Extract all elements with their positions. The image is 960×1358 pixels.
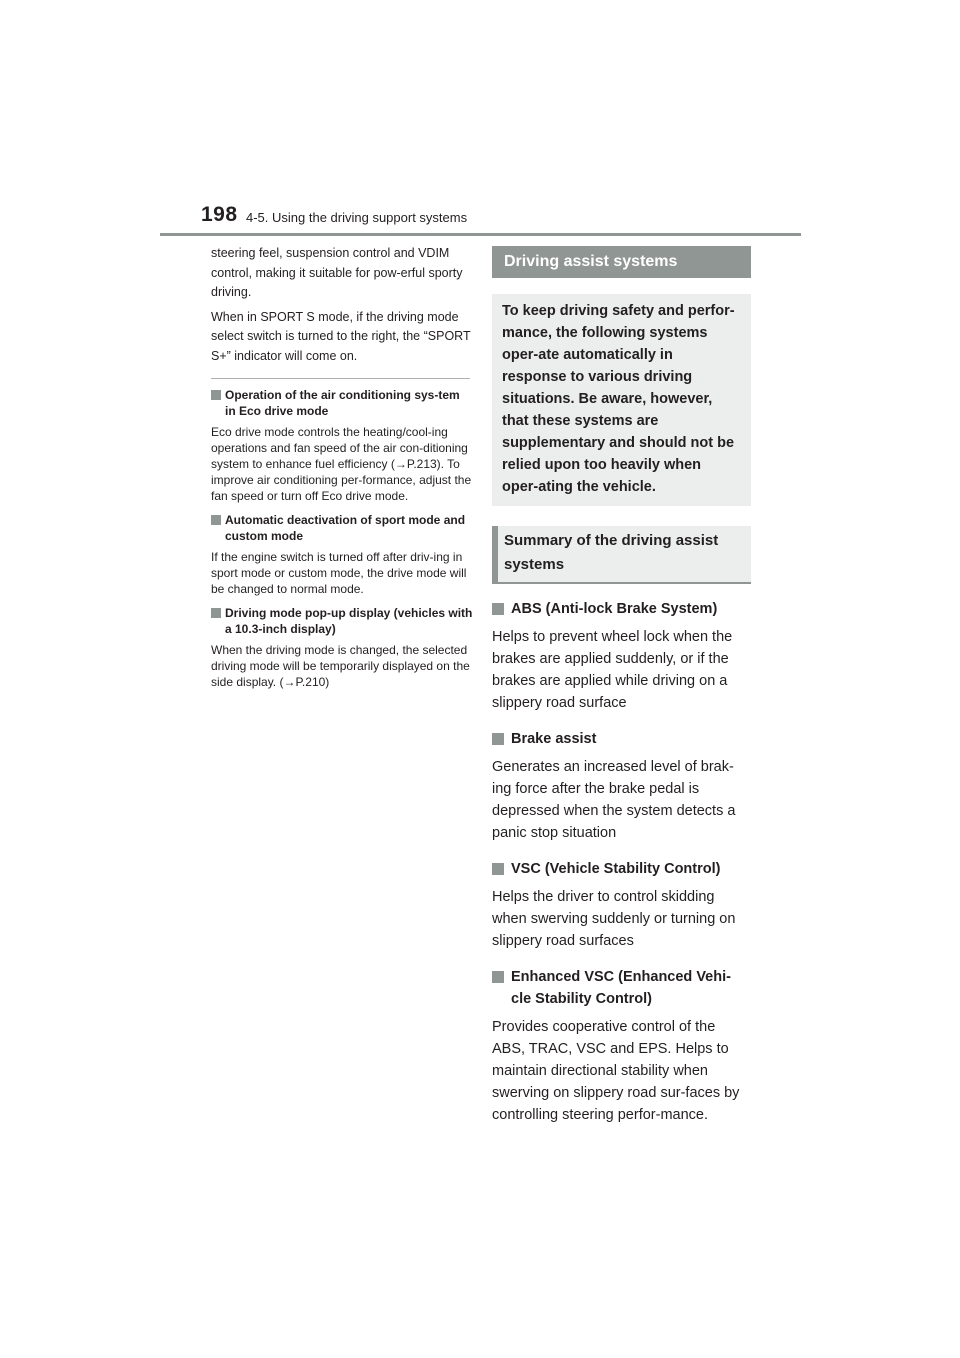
body-paragraph: steering feel, suspension control and VDIM control, making it suitable for pow-erful sporty driving. <box>211 246 463 299</box>
square-bullet-icon <box>492 603 504 615</box>
intro-box: To keep driving safety and perfor-mance, the following systems oper-ate automatically in response to various driving situations. Be aware, however, that these systems are supplementary and should not be relied upon too heavily when oper-ating the vehicle. <box>492 294 751 506</box>
item-title: VSC (Vehicle Stability Control) <box>511 861 721 877</box>
item-body: Generates an increased level of brak-ing force after the brake pedal is depressed when the system detects a panic stop situation <box>492 759 736 841</box>
list-item-enhanced-vsc <box>492 966 751 1126</box>
list-item-brake-assist <box>492 728 751 844</box>
item-title: Brake assist <box>511 731 597 747</box>
square-bullet-icon <box>492 863 504 875</box>
item-body: Provides cooperative control of the ABS, TRAC, VSC and EPS. Helps to maintain directional stability when swerving on slippery road sur-faces by controlling steering perfor-mance. <box>492 1019 740 1123</box>
note-popup-display <box>211 605 473 690</box>
summary-title: Summary of the driving assist systems <box>492 526 751 584</box>
item-title: ABS (Anti-lock Brake System) <box>511 601 718 617</box>
note-body: If the engine switch is turned off after driv-ing in sport mode or custom mode, the drive mode will be changed to normal mode. <box>211 550 467 596</box>
note-title: Driving mode pop-up display (vehicles with a 10.3-inch display) <box>225 606 473 636</box>
right-column <box>492 246 751 1126</box>
note-air-conditioning <box>211 387 473 504</box>
square-bullet-icon <box>211 515 221 525</box>
square-bullet-icon <box>492 971 504 983</box>
note-title: Automatic deactivation of sport mode and custom mode <box>225 513 466 543</box>
square-bullet-icon <box>211 608 221 618</box>
list-item-vsc <box>492 858 751 952</box>
body-paragraph: When in SPORT S mode, if the driving mode select switch is turned to the right, the “SPORT S+” indicator will come on. <box>211 309 471 363</box>
item-title: Enhanced VSC (Enhanced Vehi-cle Stability Control) <box>511 969 731 1007</box>
item-body: Helps the driver to control skidding when swerving suddenly or turning on slippery road surfaces <box>492 889 736 949</box>
list-item-abs <box>492 598 751 714</box>
square-bullet-icon <box>211 390 221 400</box>
header-rule <box>160 233 801 236</box>
section-header: 4-5. Using the driving support systems <box>246 210 468 225</box>
left-column <box>211 244 473 690</box>
square-bullet-icon <box>492 733 504 745</box>
note-automatic-deactivation <box>211 512 473 597</box>
note-title: Operation of the air conditioning sys-tem in Eco drive mode <box>225 388 460 418</box>
driving-assist-title: Driving assist systems <box>492 246 751 278</box>
note-body: When the driving mode is changed, the selected driving mode will be temporarily displayed on the side display. (→P.210) <box>211 643 470 689</box>
item-body: Helps to prevent wheel lock when the brakes are applied suddenly, or if the brakes are applied while driving on a slippery road surface <box>492 629 733 711</box>
page-number: 198 <box>201 203 238 226</box>
note-body: Eco drive mode controls the heating/cool-ing operations and fan speed of the air con-ditioning system to enhance fuel efficiency (→P.213). To improve air conditioning per-formance, adjust the fan speed or turn off Eco drive mode. <box>211 425 472 503</box>
section-divider <box>211 378 470 379</box>
